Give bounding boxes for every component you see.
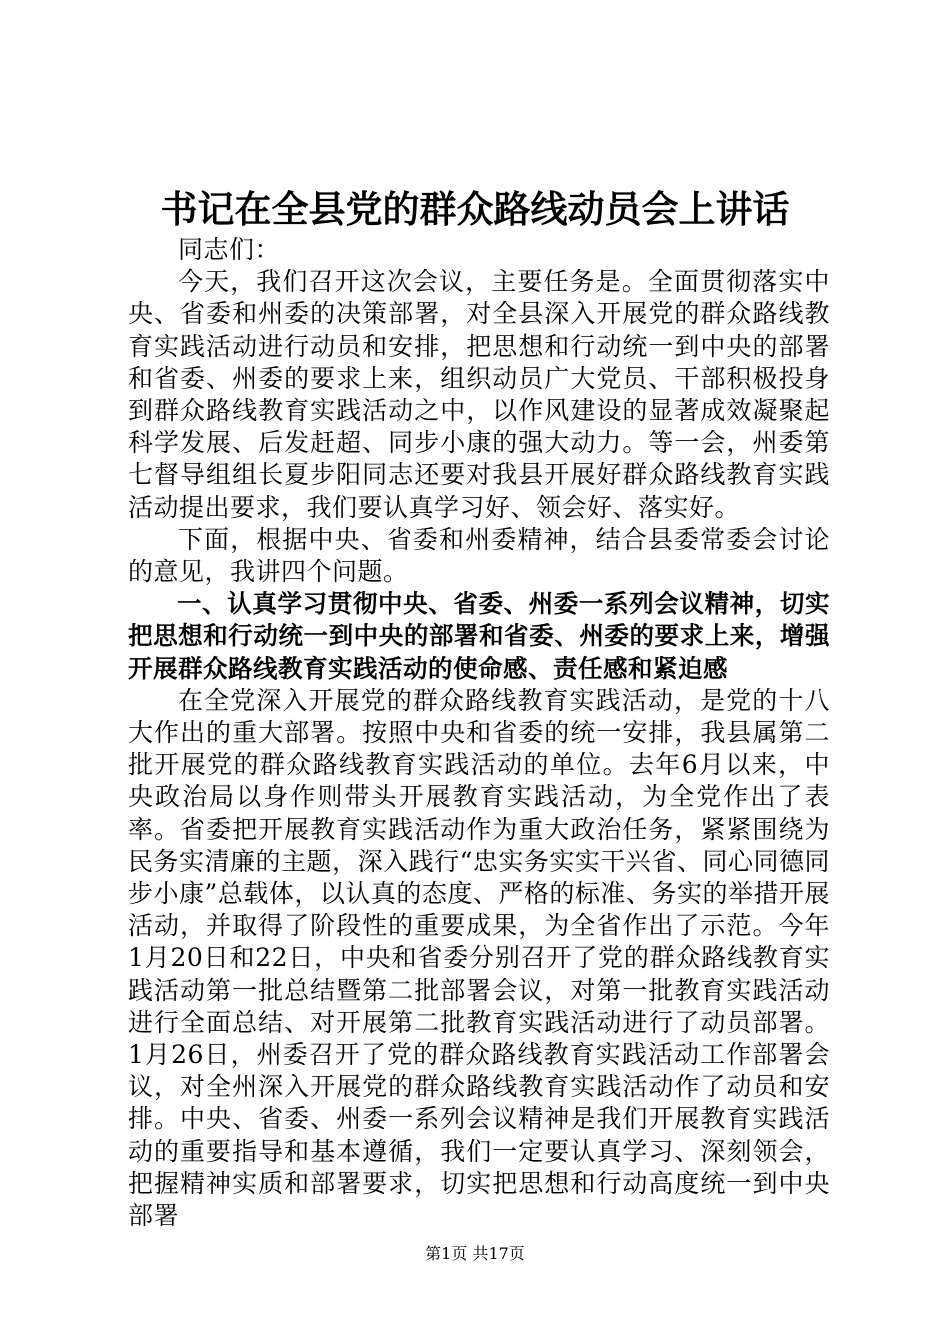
document-title: 书记在全县党的群众路线动员会上讲话 [160, 188, 790, 231]
salutation: 同志们： [178, 235, 281, 264]
section-heading-1: 一、认真学习贯彻中央、省委、州委一系列会议精神，切实把思想和行动统一到中央的部署和省委、州委的要求上来，增强开展群众路线教育实践活动的使命感、责任感和紧迫感 [128, 589, 830, 683]
document-body [128, 234, 830, 1232]
paragraph-section-1: 在全党深入开展党的群众路线教育实践活动，是党的十八大作出的重大部署。按照中央和省委的统一安排，我县属第二批开展党的群众路线教育实践活动的单位。去年6月以来，中央政治局以身作则带头开展教育实践活动，为全党作出了表率。省委把开展教育实践活动作为重大政治任务，紧紧围绕为民务实清廉的主题，深入践行“忠实务实实干兴省、同心同德同步小康”总载体，以认真的态度、严格的标准、务实的举措开展活动，并取得了阶段性的重要成果，为全省作出了示范。今年1月20日和22日，中央和省委分别召开了党的群众路线教育实践活动第一批总结暨第二批部署会议，对第一批教育实践活动进行全面总结、对开展第二批教育实践活动进行了动员部署。1月26日，州委召开了党的群众路线教育实践活动工作部署会议，对全州深入开展党的群众路线教育实践活动作了动员和安排。中央、省委、州委一系列会议精神是我们开展教育实践活动的重要指导和基本遵循，我们一定要认真学习、深刻领会，把握精神实质和部署要求，切实把思想和行动高度统一到中央部署 [128, 685, 830, 1231]
paragraph-intro: 今天，我们召开这次会议，主要任务是。全面贯彻落实中央、省委和州委的决策部署，对全县深入开展党的群众路线教育实践活动进行动员和安排，把思想和行动统一到中央的部署和省委、州委的要求上来，组织动员广大党员、干部积极投身到群众路线教育实践活动之中，以作风建设的显著成效凝聚起科学发展、后发赶超、同步小康的强大动力。等一会，州委第七督导组组长夏步阳同志还要对我县开展好群众路线教育实践活动提出要求，我们要认真学习好、领会好、落实好。 [128, 267, 830, 522]
page-footer: 第1页 共17页 [425, 1244, 525, 1263]
paragraph-outline: 下面，根据中央、省委和州委精神，结合县委常委会讨论的意见，我讲四个问题。 [128, 524, 830, 587]
